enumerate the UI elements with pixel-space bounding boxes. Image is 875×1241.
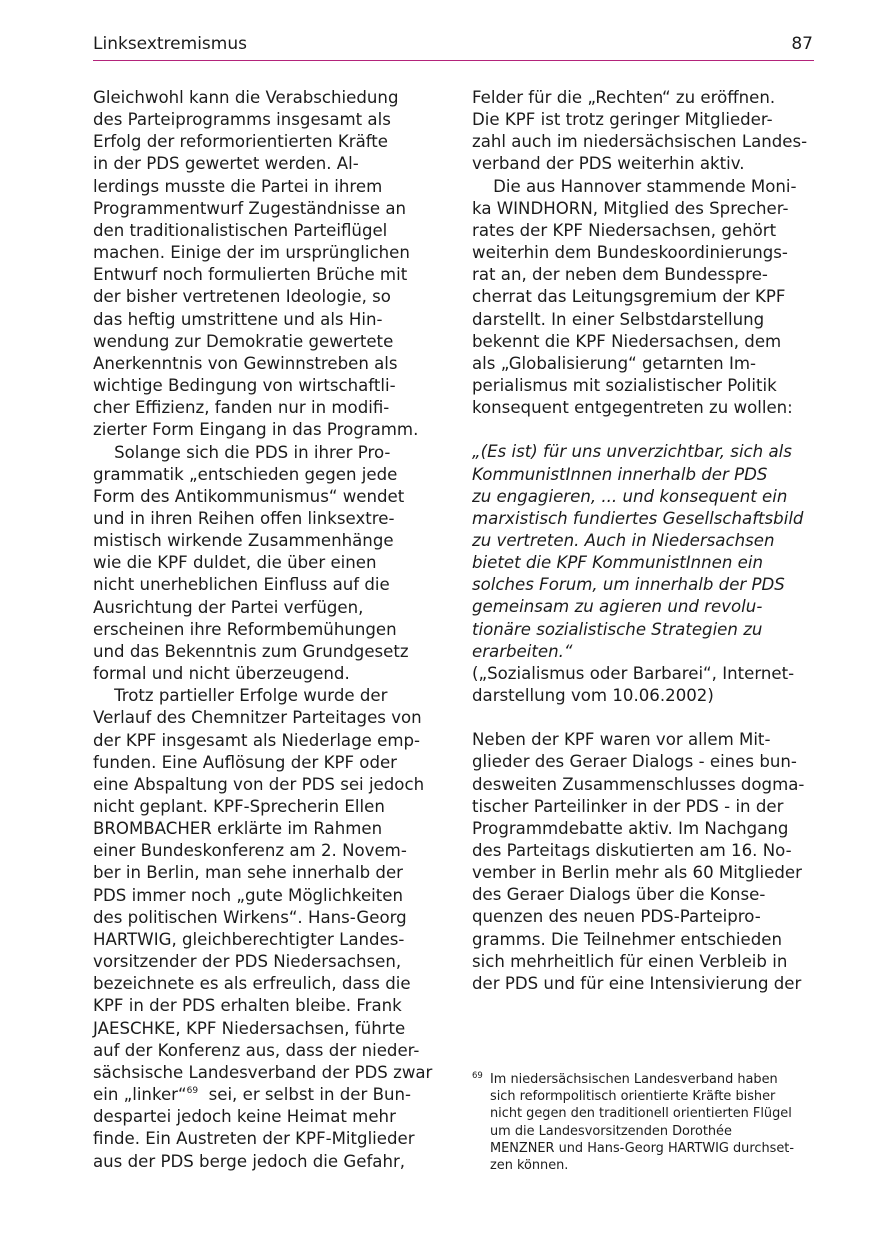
paragraph — [472, 729, 822, 995]
text-line: vorsitzender der PDS Niedersachsen, — [93, 952, 402, 972]
text-line: Solange sich die PDS in ihrer Pro- — [93, 442, 391, 462]
section-title: Linksextremismus — [93, 34, 247, 54]
text-line: zierter Form Eingang in das Programm. — [93, 420, 419, 440]
text-line: desweiten Zusammenschlusses dogma- — [472, 774, 805, 794]
text-line: und in ihren Reihen offen linksextre- — [93, 508, 395, 528]
text-line: sächsische Landesverband der PDS zwar — [93, 1062, 433, 1082]
text-line: lerdings musste die Partei in ihrem — [93, 176, 383, 196]
text-line: despartei jedoch keine Heimat mehr — [93, 1107, 396, 1127]
text-line: das heftig umstrittene und als Hin- — [93, 309, 383, 329]
text-line: den traditionalistischen Parteiflügel — [93, 220, 388, 240]
spacer — [472, 707, 822, 729]
text-line: Programmdebatte aktiv. Im Nachgang — [472, 818, 789, 838]
text-line: Die aus Hannover stammende Moni- — [472, 176, 797, 196]
text-line: verband der PDS weiterhin aktiv. — [472, 154, 745, 174]
text-line: Felder für die „Rechten“ zu eröffnen. — [472, 88, 776, 107]
text-line: cherrat das Leitungsgremium der KPF — [472, 287, 786, 307]
text-fragment: ein „linker“ — [93, 1085, 187, 1105]
text-line: tischer Parteilinker in der PDS - in der — [472, 796, 784, 816]
paragraph — [472, 87, 822, 419]
text-line: Entwurf noch formulierten Brüche mit — [93, 265, 408, 285]
text-line: um die Landesvorsitzenden Dorothée — [490, 1123, 732, 1139]
text-line: eine Abspaltung von der PDS sei jedoch — [93, 774, 425, 794]
text-line: BROMBACHER erklärte im Rahmen — [93, 819, 383, 839]
text-line: einer Bundeskonferenz am 2. Novem- — [93, 841, 407, 861]
text-line: des Parteiprogramms insgesamt als — [93, 110, 391, 130]
text-line: in der PDS gewertet werden. Al- — [93, 154, 359, 174]
text-line: ber in Berlin, man sehe innerhalb der — [93, 863, 403, 883]
text-line: zu engagieren, ... und konsequent ein — [472, 486, 788, 506]
text-line-with-footnote-ref — [93, 1084, 445, 1106]
text-line: Gleichwohl kann die Verabschiedung — [93, 88, 399, 107]
text-line: nicht gegen den traditionell orientierten Flügel — [490, 1106, 792, 1122]
text-line: erarbeiten.“ — [472, 641, 573, 661]
spacer — [472, 419, 822, 441]
text-line: ka WINDHORN, Mitglied des Sprecher- — [472, 198, 789, 218]
text-line: mistisch wirkende Zusammenhänge — [93, 531, 394, 551]
text-line: sich reformpolitisch orientierte Kräfte bisher — [490, 1089, 776, 1105]
text-line: („Sozialismus oder Barbarei“, Internet- — [472, 663, 795, 683]
footnote-text — [490, 1071, 794, 1174]
text-line: finde. Ein Austreten der KPF-Mitglieder — [93, 1129, 415, 1149]
text-line: bietet die KPF KommunistInnen ein — [472, 553, 764, 573]
text-line: bekennt die KPF Niedersachsen, dem — [472, 331, 782, 351]
block-quote — [472, 441, 822, 663]
text-line: machen. Einige der im ursprünglichen — [93, 243, 410, 263]
text-line: Die KPF ist trotz geringer Mitglieder- — [472, 110, 773, 130]
text-line: auf der Konferenz aus, dass der nieder- — [93, 1040, 420, 1060]
text-line: rat an, der neben dem Bundesspre- — [472, 265, 768, 285]
text-line: konsequent entgegentreten zu wollen: — [472, 398, 793, 418]
text-line: quenzen des neuen PDS-Parteipro- — [472, 907, 761, 927]
text-line: des Parteitags diskutierten am 16. No- — [472, 841, 792, 860]
text-line: PDS immer noch „gute Möglichkeiten — [93, 885, 403, 905]
text-line: Neben der KPF waren vor allem Mit- — [472, 730, 771, 750]
text-line: formal und nicht überzeugend. — [93, 664, 350, 684]
footnote-marker: 69 — [472, 1071, 483, 1081]
text-line: und das Bekenntnis zum Grundgesetz — [93, 641, 409, 661]
left-column — [93, 87, 445, 1173]
text-line: weiterhin dem Bundeskoordinierungs- — [472, 243, 788, 263]
text-line: nicht unerheblichen Einfluss auf die — [93, 575, 390, 595]
text-line: grammatik „entschieden gegen jede — [93, 464, 398, 484]
text-line: wendung zur Demokratie gewertete — [93, 331, 394, 351]
text-line: sich mehrheitlich für einen Verbleib in — [472, 951, 788, 971]
text-line: zen können. — [490, 1158, 569, 1174]
text-line: MENZNER und Hans-Georg HARTWIG durchset- — [490, 1140, 794, 1156]
text-line: der bisher vertretenen Ideologie, so — [93, 287, 391, 307]
text-line: vember in Berlin mehr als 60 Mitglieder — [472, 863, 802, 883]
text-line: gemeinsam zu agieren und revolu- — [472, 597, 763, 617]
left-column-text-end — [93, 1106, 445, 1172]
text-line: KPF in der PDS erhalten bleibe. Frank — [93, 996, 402, 1016]
text-line: marxistisch fundiertes Gesellschaftsbild — [472, 508, 804, 528]
text-line: gramms. Die Teilnehmer entschieden — [472, 929, 782, 949]
text-line: glieder des Geraer Dialogs - eines bun- — [472, 752, 797, 772]
text-line: funden. Eine Auflösung der KPF oder — [93, 752, 398, 772]
text-line: Verlauf des Chemnitzer Parteitages von — [93, 708, 422, 728]
text-line: als „Globalisierung“ getarnten Im- — [472, 353, 756, 373]
text-line: erscheinen ihre Reformbemühungen — [93, 619, 397, 639]
quote-citation — [472, 663, 822, 707]
text-line: darstellt. In einer Selbstdarstellung — [472, 309, 765, 329]
right-column — [472, 87, 822, 995]
text-line: wichtige Bedingung von wirtschaftli- — [93, 376, 396, 396]
text-line: HARTWIG, gleichberechtigter Landes- — [93, 929, 405, 949]
text-fragment: sei, er selbst in der Bun- — [198, 1085, 411, 1105]
text-line: des politischen Wirkens“. Hans-Georg — [93, 907, 407, 927]
text-line: cher Effizienz, fanden nur in modifi- — [93, 398, 390, 418]
text-line: KommunistInnen innerhalb der PDS — [472, 464, 768, 484]
text-line: „(Es ist) für uns unverzichtbar, sich als — [472, 442, 792, 462]
text-line: Erfolg der reformorientierten Kräfte — [93, 132, 389, 152]
text-line: solches Forum, um innerhalb der PDS — [472, 575, 785, 595]
text-line: zu vertreten. Auch in Niedersachsen — [472, 530, 775, 550]
text-line: nicht geplant. KPF-Sprecherin Ellen — [93, 797, 385, 816]
header-rule — [93, 60, 814, 61]
text-line: Trotz partieller Erfolge wurde der — [93, 686, 388, 706]
text-line: der KPF insgesamt als Niederlage emp- — [93, 730, 421, 750]
text-line: darstellung vom 10.06.2002) — [472, 686, 714, 706]
left-column-text — [93, 87, 445, 1084]
text-line: der PDS und für eine Intensivierung der — [472, 973, 802, 993]
text-line: Programmentwurf Zugeständnisse an — [93, 198, 407, 218]
text-line: aus der PDS berge jedoch die Gefahr, — [93, 1151, 406, 1171]
running-header — [93, 34, 814, 60]
text-line: zahl auch im niedersächsischen Landes- — [472, 132, 808, 152]
page-number: 87 — [791, 34, 813, 54]
text-line: bezeichnete es als erfreulich, dass die — [93, 974, 411, 994]
text-line: Ausrichtung der Partei verfügen, — [93, 597, 364, 617]
text-line: wie die KPF duldet, die über einen — [93, 553, 377, 573]
text-line: tionäre sozialistische Strategien zu — [472, 619, 763, 639]
text-line: des Geraer Dialogs über die Konse- — [472, 885, 766, 905]
text-line: perialismus mit sozialistischer Politik — [472, 376, 777, 396]
text-line: Form des Antikommunismus“ wendet — [93, 486, 405, 506]
footnote-reference[interactable]: 69 — [186, 1086, 199, 1097]
text-line: Anerkenntnis von Gewinnstreben als — [93, 353, 398, 373]
text-line: rates der KPF Niedersachsen, gehört — [472, 220, 777, 240]
text-line: JAESCHKE, KPF Niedersachsen, führte — [93, 1018, 406, 1038]
text-line: Im niedersächsischen Landesverband haben — [490, 1072, 778, 1087]
